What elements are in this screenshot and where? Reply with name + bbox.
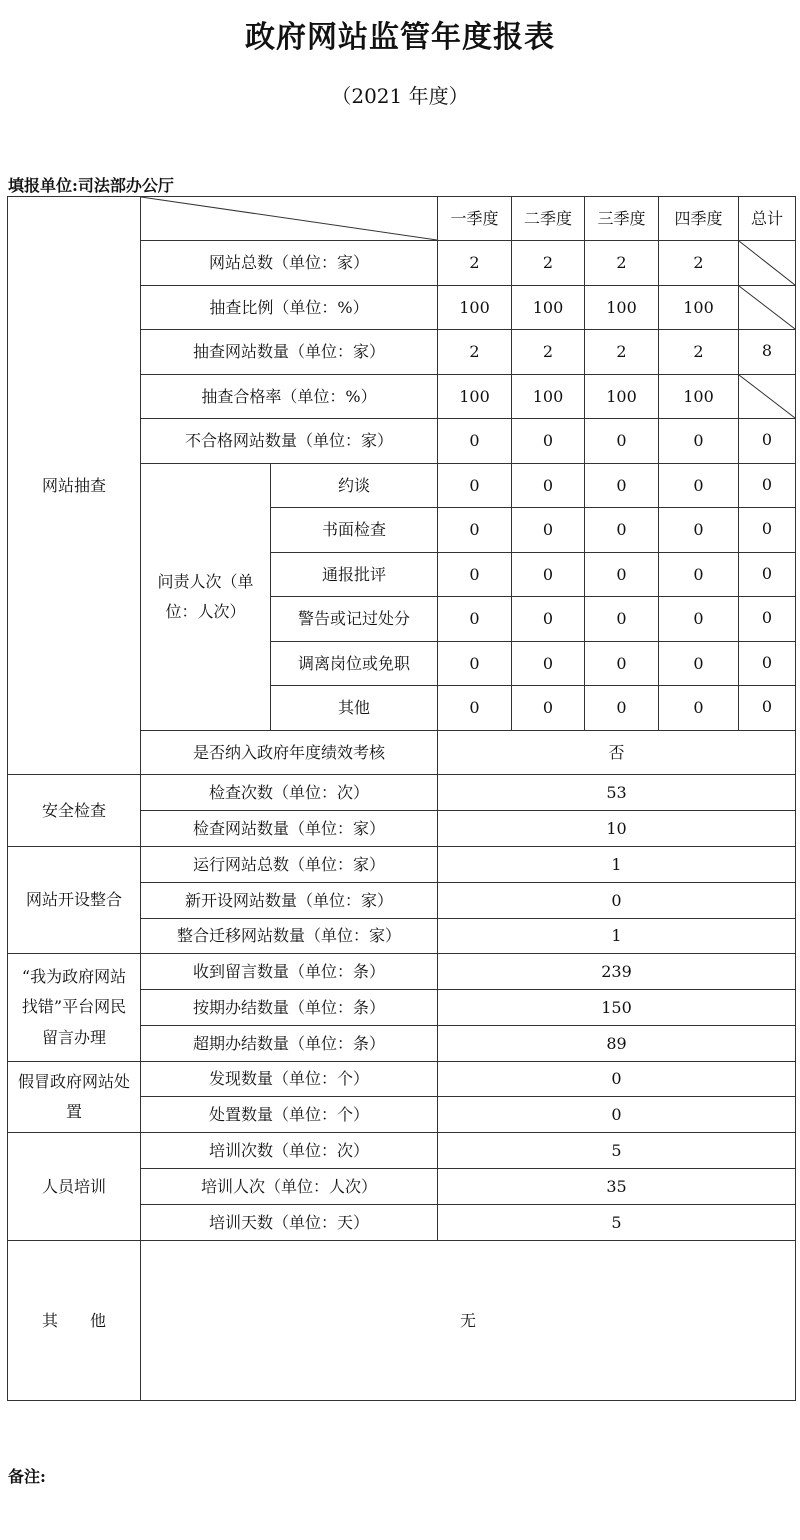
row-q2: 0	[512, 419, 585, 464]
row-q3: 2	[585, 241, 659, 286]
row-q1: 0	[438, 419, 512, 464]
row-label: 调离岗位或免职	[271, 642, 438, 686]
row-q3: 0	[585, 464, 659, 508]
category-site-check: 网站抽查	[8, 197, 141, 775]
row-q1: 100	[438, 375, 512, 419]
row-label: 通报批评	[271, 553, 438, 597]
row-q2: 0	[512, 553, 585, 597]
category-security-check: 安全检查	[8, 775, 141, 847]
table-row	[8, 1241, 796, 1401]
row-q2: 0	[512, 597, 585, 642]
table-row	[8, 1133, 796, 1169]
other-value: 无	[141, 1241, 796, 1401]
header-q1: 一季度	[438, 197, 512, 241]
row-q3: 0	[585, 686, 659, 731]
row-label: 抽查合格率（单位：%）	[141, 375, 438, 419]
table-row	[8, 775, 796, 811]
row-q2: 0	[512, 686, 585, 731]
row-value: 0	[438, 1062, 796, 1097]
row-label: 抽查网站数量（单位：家）	[141, 330, 438, 375]
fill-unit: 填报单位:司法部办公厅	[8, 176, 174, 195]
row-total: 8	[739, 330, 796, 375]
header-q3: 三季度	[585, 197, 659, 241]
row-q2: 100	[512, 286, 585, 330]
row-value: 1	[438, 847, 796, 883]
row-value: 89	[438, 1026, 796, 1062]
row-q3: 0	[585, 553, 659, 597]
row-q1: 0	[438, 642, 512, 686]
row-value: 53	[438, 775, 796, 811]
row-q4: 100	[659, 286, 739, 330]
row-label: 其他	[271, 686, 438, 731]
row-total-empty	[739, 286, 796, 330]
row-value: 0	[438, 883, 796, 919]
performance-label: 是否纳入政府年度绩效考核	[141, 731, 438, 775]
row-q1: 0	[438, 686, 512, 731]
row-q3: 0	[585, 642, 659, 686]
row-q3: 100	[585, 375, 659, 419]
row-label: 整合迁移网站数量（单位：家）	[141, 919, 438, 954]
category-other: 其 他	[8, 1241, 141, 1401]
row-total: 0	[739, 597, 796, 642]
row-q4: 2	[659, 241, 739, 286]
row-value: 150	[438, 990, 796, 1026]
note-label: 备注:	[8, 1467, 46, 1486]
row-q4: 0	[659, 419, 739, 464]
category-message-handling: “我为政府网站找错”平台网民留言办理	[8, 954, 141, 1062]
row-q1: 2	[438, 330, 512, 375]
row-q4: 0	[659, 464, 739, 508]
row-label: 培训次数（单位：次）	[141, 1133, 438, 1169]
row-label: 按期办结数量（单位：条）	[141, 990, 438, 1026]
row-label: 处置数量（单位：个）	[141, 1097, 438, 1133]
row-label: 培训人次（单位：人次）	[141, 1169, 438, 1205]
row-q2: 2	[512, 330, 585, 375]
row-label: 新开设网站数量（单位：家）	[141, 883, 438, 919]
row-label: 发现数量（单位：个）	[141, 1062, 438, 1097]
row-q2: 2	[512, 241, 585, 286]
header-total: 总计	[739, 197, 796, 241]
header-row	[8, 197, 796, 241]
row-q1: 0	[438, 553, 512, 597]
row-q1: 2	[438, 241, 512, 286]
row-value: 5	[438, 1205, 796, 1241]
row-q1: 0	[438, 508, 512, 553]
row-q4: 100	[659, 375, 739, 419]
row-q3: 0	[585, 508, 659, 553]
accountability-group-label: 问责人次（单位：人次）	[141, 464, 271, 731]
row-label: 收到留言数量（单位：条）	[141, 954, 438, 990]
row-q2: 0	[512, 508, 585, 553]
row-label: 书面检查	[271, 508, 438, 553]
row-q4: 0	[659, 508, 739, 553]
row-total: 0	[739, 686, 796, 731]
table-row	[8, 954, 796, 990]
row-q4: 0	[659, 553, 739, 597]
category-site-integration: 网站开设整合	[8, 847, 141, 954]
row-q3: 100	[585, 286, 659, 330]
row-q4: 0	[659, 686, 739, 731]
report-year: （2021 年度）	[331, 84, 469, 108]
row-value: 35	[438, 1169, 796, 1205]
row-q4: 0	[659, 642, 739, 686]
row-total-empty	[739, 375, 796, 419]
report-table	[7, 196, 796, 1401]
row-label: 培训天数（单位：天）	[141, 1205, 438, 1241]
header-q2: 二季度	[512, 197, 585, 241]
row-label: 约谈	[271, 464, 438, 508]
row-label: 警告或记过处分	[271, 597, 438, 642]
row-value: 0	[438, 1097, 796, 1133]
row-q3: 0	[585, 419, 659, 464]
row-label: 检查次数（单位：次）	[141, 775, 438, 811]
report-title: 政府网站监管年度报表	[245, 20, 555, 55]
row-total-empty	[739, 241, 796, 286]
table-row	[8, 1062, 796, 1097]
table-row	[8, 847, 796, 883]
row-q4: 2	[659, 330, 739, 375]
row-total: 0	[739, 464, 796, 508]
row-q3: 2	[585, 330, 659, 375]
row-q1: 0	[438, 464, 512, 508]
row-label: 运行网站总数（单位：家）	[141, 847, 438, 883]
performance-value: 否	[438, 731, 796, 775]
row-label: 不合格网站数量（单位：家）	[141, 419, 438, 464]
row-total: 0	[739, 642, 796, 686]
row-q2: 100	[512, 375, 585, 419]
row-q1: 100	[438, 286, 512, 330]
row-label: 检查网站数量（单位：家）	[141, 811, 438, 847]
row-label: 抽查比例（单位：%）	[141, 286, 438, 330]
row-total: 0	[739, 508, 796, 553]
row-value: 5	[438, 1133, 796, 1169]
row-label: 超期办结数量（单位：条）	[141, 1026, 438, 1062]
row-q3: 0	[585, 597, 659, 642]
row-label: 网站总数（单位：家）	[141, 241, 438, 286]
category-training: 人员培训	[8, 1133, 141, 1241]
row-q2: 0	[512, 642, 585, 686]
row-value: 239	[438, 954, 796, 990]
category-fake-sites: 假冒政府网站处置	[8, 1062, 141, 1133]
row-q4: 0	[659, 597, 739, 642]
row-total: 0	[739, 553, 796, 597]
row-total: 0	[739, 419, 796, 464]
row-value: 1	[438, 919, 796, 954]
row-q2: 0	[512, 464, 585, 508]
row-q1: 0	[438, 597, 512, 642]
row-value: 10	[438, 811, 796, 847]
header-diagonal-cell	[141, 197, 438, 241]
header-q4: 四季度	[659, 197, 739, 241]
